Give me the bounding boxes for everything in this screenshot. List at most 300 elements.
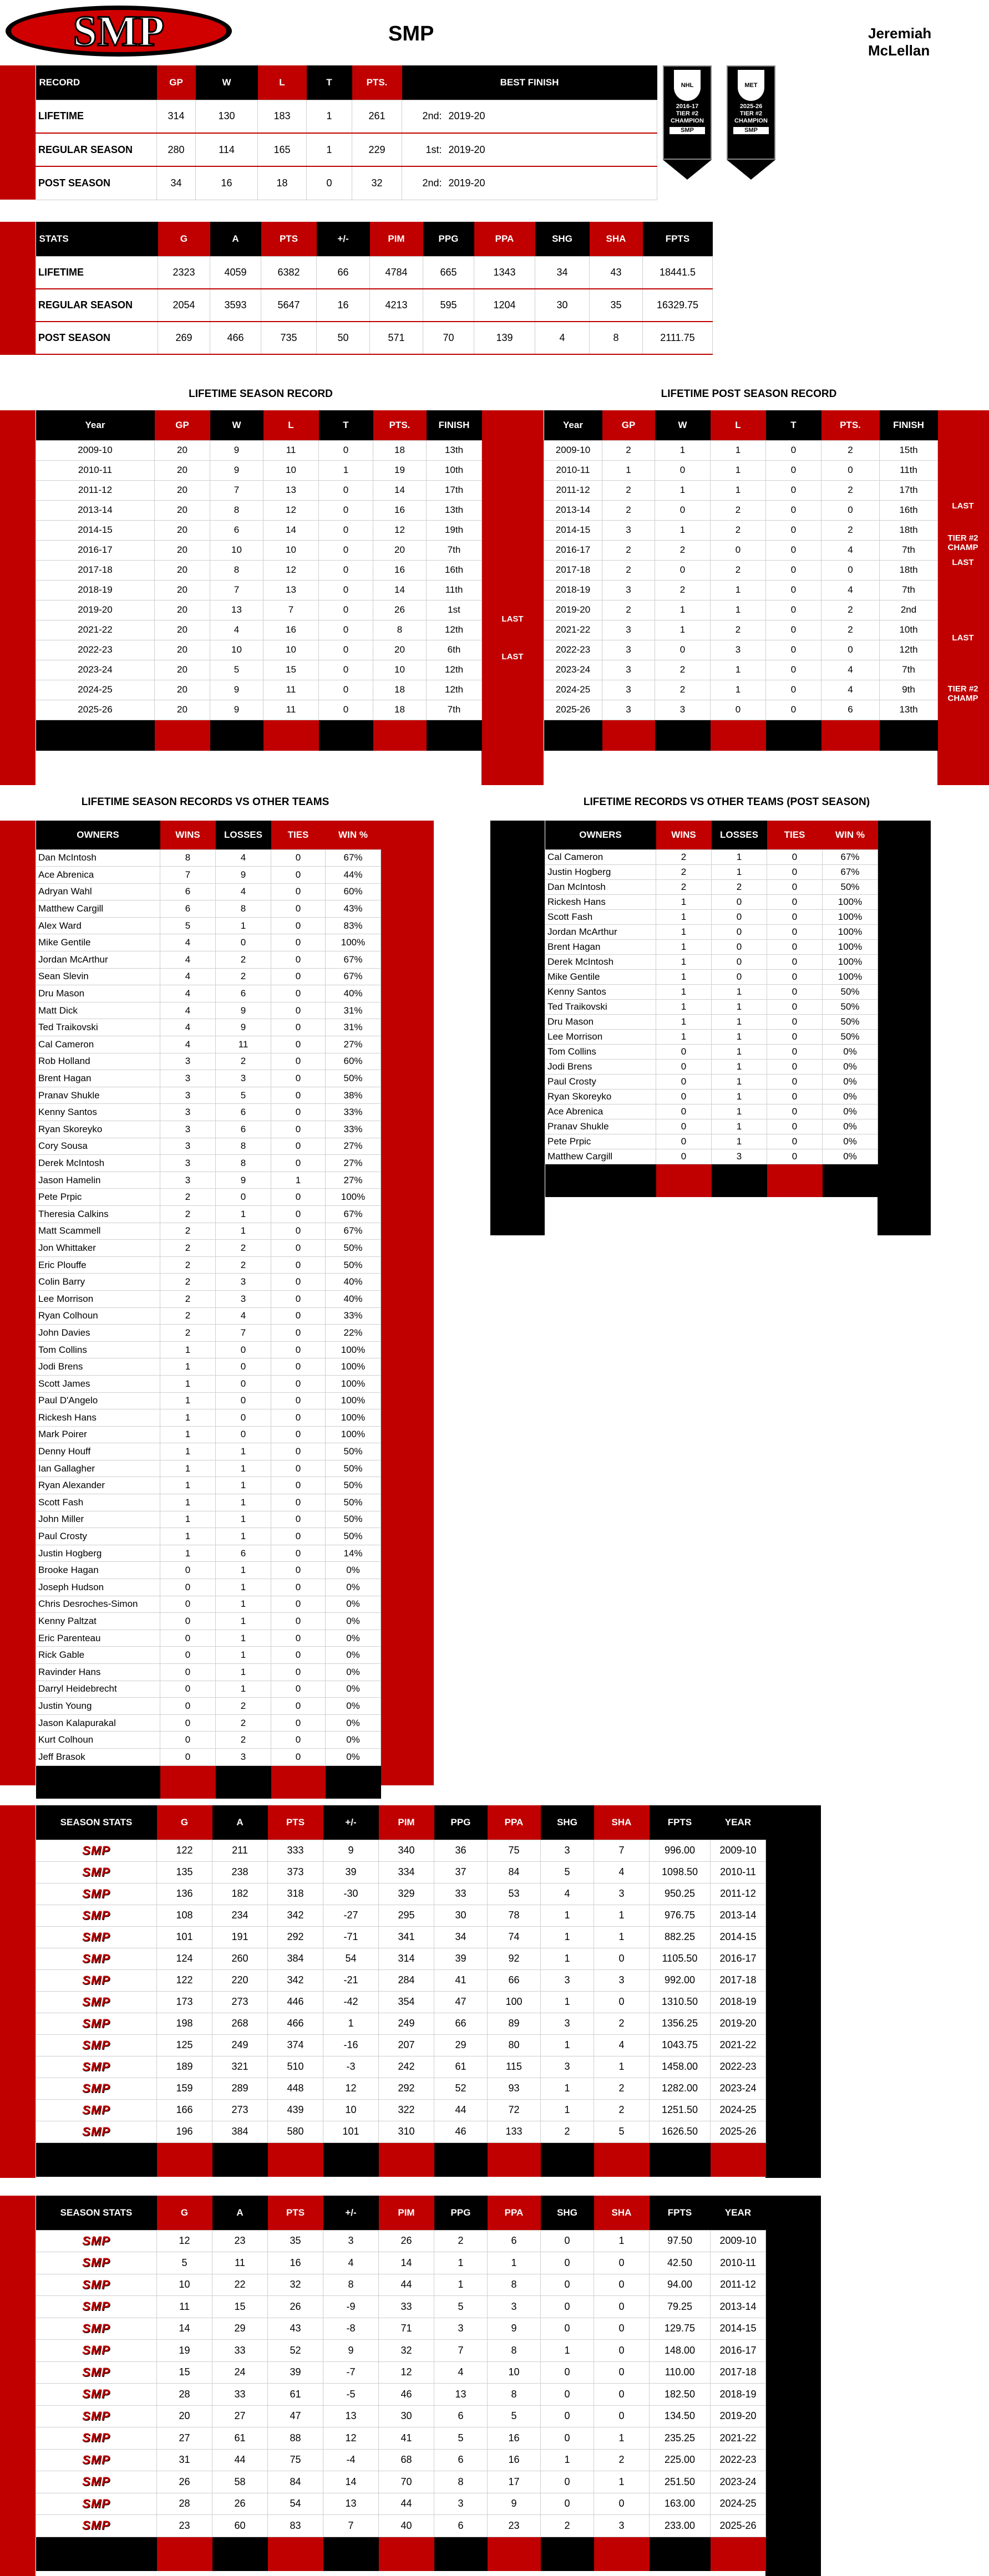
table-cell: 5: [434, 2296, 488, 2318]
table-cell: 50: [317, 322, 370, 354]
table-cell: 13: [263, 580, 319, 600]
table-cell: 6: [216, 1545, 271, 1562]
table-cell: 115: [488, 2056, 541, 2078]
finish-note: LAST: [501, 652, 524, 661]
table-cell: 1310.50: [650, 1991, 711, 2013]
table-cell: Ryan Alexander: [36, 1477, 160, 1494]
table-row: [36, 1087, 381, 1104]
table-row: [36, 540, 482, 560]
table-cell: 3: [160, 1053, 216, 1070]
column-header: W: [655, 410, 711, 440]
table-row: [544, 520, 938, 540]
table-cell: 0: [766, 560, 821, 580]
table-cell: 249: [212, 2034, 268, 2056]
table-cell: -3: [323, 2056, 379, 2078]
table-cell: 0: [821, 500, 880, 520]
table-cell: 16th: [880, 500, 938, 520]
table-cell: 2323: [158, 256, 210, 289]
table-cell: 0%: [823, 1059, 878, 1074]
table-cell: 32: [268, 2274, 323, 2296]
table-cell: 0: [271, 1494, 326, 1511]
table-cell: 2014-15: [711, 2318, 766, 2340]
table-cell: 46: [379, 2384, 434, 2406]
table-cell: 0: [767, 849, 823, 864]
table-cell: 30: [379, 2405, 434, 2427]
table-cell: 50%: [326, 1528, 381, 1545]
table-cell: 2: [541, 2121, 594, 2142]
column-header: OWNERS: [545, 821, 656, 849]
table-cell: 10: [263, 540, 319, 560]
table-cell: 0: [271, 1698, 326, 1715]
table-cell: Scott Fash: [545, 909, 656, 924]
table-cell: 0%: [326, 1562, 381, 1579]
table-cell: 665: [423, 256, 474, 289]
table-cell: 3: [541, 1840, 594, 1861]
table-cell: 1: [160, 1443, 216, 1460]
table-cell: 2019-20: [36, 600, 155, 620]
table-cell: 43: [590, 256, 643, 289]
table-cell: 2022-23: [711, 2449, 766, 2471]
table-cell: 1: [541, 2449, 594, 2471]
table-cell: 3: [594, 2515, 650, 2537]
table-cell: 1: [160, 1409, 216, 1427]
table-cell: 1: [216, 1205, 271, 1223]
table-cell: 0: [766, 520, 821, 540]
table-cell: 2: [216, 968, 271, 985]
table-row: [36, 1002, 381, 1019]
table-cell: 2014-15: [36, 520, 155, 540]
table-cell: 384: [268, 1948, 323, 1969]
table-cell: Mike Gentile: [545, 969, 656, 984]
table-cell: 1: [711, 580, 766, 600]
table-cell: 19: [157, 2340, 212, 2362]
table-cell: 0: [319, 500, 373, 520]
table-cell: Chris Desroches-Simon: [36, 1596, 160, 1613]
table-cell: 4: [160, 951, 216, 969]
table-cell: 1: [541, 2034, 594, 2056]
table-cell: 341: [379, 1926, 434, 1948]
column-header: W: [210, 410, 263, 440]
column-header: SHA: [594, 1805, 650, 1840]
table-cell: 2019-20: [447, 166, 657, 200]
table-cell: 0: [541, 2471, 594, 2493]
table-cell: 1: [656, 954, 712, 969]
smp-team-logo: SMP: [36, 2361, 157, 2384]
table-cell: 5: [488, 2405, 541, 2427]
table-row: [36, 2274, 766, 2296]
table-cell: 0: [271, 1647, 326, 1664]
table-cell: 67%: [326, 849, 381, 867]
table-cell: 2: [594, 2078, 650, 2099]
table-cell: 2: [160, 1189, 216, 1206]
table-cell: 2016-17: [711, 2340, 766, 2362]
table-row: [544, 620, 938, 640]
post-record-title: LIFETIME POST SEASON RECORD: [661, 388, 837, 400]
table-cell: 18th: [880, 520, 938, 540]
table-cell: 0%: [823, 1089, 878, 1104]
table-cell: 8: [488, 2384, 541, 2406]
table-cell: 9: [210, 440, 263, 460]
table-row: [545, 924, 878, 939]
table-cell: 34: [434, 1926, 488, 1948]
table-cell: 54: [268, 2493, 323, 2515]
table-cell: 12: [263, 500, 319, 520]
table-cell: 2011-12: [544, 480, 602, 500]
table-cell: 0: [541, 2427, 594, 2450]
table-cell: 0: [655, 640, 711, 660]
table-cell: Denny Houff: [36, 1443, 160, 1460]
table-cell: 2: [602, 600, 655, 620]
table-cell: 1: [541, 1926, 594, 1948]
table-row: [545, 1134, 878, 1149]
side-bar: [765, 2196, 821, 2576]
table-cell: 0: [271, 1511, 326, 1528]
table-cell: 0: [712, 954, 767, 969]
table-cell: 14: [379, 2252, 434, 2274]
table-cell: 0: [767, 924, 823, 939]
table-cell: 466: [210, 322, 261, 354]
table-cell: 9: [216, 1172, 271, 1189]
table-cell: 19th: [427, 520, 482, 540]
table-cell: 2111.75: [643, 322, 713, 354]
table-cell: 0: [271, 1358, 326, 1376]
table-cell: Lee Morrison: [36, 1290, 160, 1307]
table-cell: 17th: [427, 480, 482, 500]
table-cell: 20: [155, 560, 210, 580]
table-row: [36, 640, 482, 660]
column-header: PTS: [268, 1805, 323, 1840]
table-cell: 40%: [326, 1290, 381, 1307]
table-cell: 0%: [326, 1714, 381, 1732]
table-cell: 233.00: [650, 2515, 711, 2537]
table-cell: 1: [216, 917, 271, 934]
nhl-shield-icon: NHL: [674, 70, 701, 101]
table-cell: 0: [319, 700, 373, 720]
table-cell: 53: [488, 1883, 541, 1905]
table-cell: 466: [268, 2013, 323, 2034]
table-cell: 4: [821, 580, 880, 600]
table-cell: 1: [656, 939, 712, 954]
table-cell: 0: [766, 460, 821, 480]
table-cell: 273: [212, 1991, 268, 2013]
table-cell: 20: [155, 460, 210, 480]
column-header: FPTS: [643, 222, 713, 256]
table-cell: 4: [210, 620, 263, 640]
table-cell: Matt Dick: [36, 1002, 160, 1019]
table-cell: 0: [271, 1036, 326, 1053]
table-cell: 1: [711, 680, 766, 700]
table-row: [36, 1172, 381, 1189]
table-cell: 124: [157, 1948, 212, 1969]
table-cell: 10: [210, 540, 263, 560]
table-cell: 580: [268, 2121, 323, 2142]
table-cell: 13th: [880, 700, 938, 720]
table-cell: 6: [434, 2405, 488, 2427]
table-row: [545, 969, 878, 984]
table-cell: 196: [157, 2121, 212, 2142]
table-cell: 0%: [326, 1630, 381, 1647]
table-cell: 0: [767, 1014, 823, 1029]
table-cell: 18: [373, 680, 427, 700]
table-cell: 10: [263, 460, 319, 480]
table-cell: 16: [196, 166, 258, 200]
table-cell: 0: [271, 1528, 326, 1545]
table-cell: Ace Abrenica: [545, 1104, 656, 1119]
table-cell: 97.50: [650, 2230, 711, 2252]
table-cell: 12th: [427, 620, 482, 640]
side-bar: [765, 1805, 821, 2178]
table-cell: 1282.00: [650, 2078, 711, 2099]
table-row: [36, 520, 482, 540]
table-cell: 0: [160, 1681, 216, 1698]
table-row: [36, 660, 482, 680]
table-cell: 50%: [326, 1070, 381, 1087]
table-cell: 11: [216, 1036, 271, 1053]
table-row: [545, 984, 878, 999]
table-cell: Justin Young: [36, 1698, 160, 1715]
table-cell: 166: [157, 2099, 212, 2121]
table-cell: 2: [160, 1205, 216, 1223]
table-cell: 1: [712, 1119, 767, 1134]
table-row: [36, 1223, 381, 1240]
table-cell: Kenny Santos: [545, 984, 656, 999]
table-cell: 70: [379, 2471, 434, 2493]
table-cell: 1: [216, 1664, 271, 1681]
table-cell: 66: [317, 256, 370, 289]
table-cell: 22%: [326, 1325, 381, 1342]
table-cell: 30: [535, 289, 590, 322]
table-cell: 18: [258, 166, 307, 200]
table-cell: 16329.75: [643, 289, 713, 322]
table-cell: 44: [379, 2274, 434, 2296]
table-row: [36, 1511, 381, 1528]
table-cell: 0: [655, 500, 711, 520]
table-cell: 3: [160, 1070, 216, 1087]
table-cell: 1: [594, 2471, 650, 2493]
table-cell: 8: [160, 849, 216, 867]
table-cell: 4784: [370, 256, 423, 289]
column-header: SHA: [594, 2196, 650, 2230]
table-cell: 44: [379, 2493, 434, 2515]
table-cell: 2: [821, 440, 880, 460]
table-cell: John Davies: [36, 1325, 160, 1342]
table-cell: 2018-19: [711, 1991, 766, 2013]
table-row: [36, 2121, 766, 2142]
table-cell: 0: [319, 480, 373, 500]
table-cell: 0: [594, 2318, 650, 2340]
table-cell: 0: [160, 1664, 216, 1681]
table-cell: 0: [160, 1579, 216, 1596]
smp-team-logo: SMP: [36, 1861, 157, 1883]
table-cell: 84: [268, 2471, 323, 2493]
table-cell: 2: [655, 680, 711, 700]
table-row: [36, 1205, 381, 1223]
table-cell: 0: [271, 968, 326, 985]
table-row: [545, 1014, 878, 1029]
table-cell: 2: [655, 660, 711, 680]
table-cell: 5: [594, 2121, 650, 2142]
table-cell: 13: [263, 480, 319, 500]
column-header: LOSSES: [216, 821, 271, 849]
table-cell: 2: [160, 1256, 216, 1274]
table-cell: 50%: [326, 1256, 381, 1274]
table-cell: 0: [271, 934, 326, 951]
table-cell: 2021-22: [36, 620, 155, 640]
table-cell: 0: [766, 440, 821, 460]
table-cell: 1: [160, 1528, 216, 1545]
table-cell: 0: [541, 2296, 594, 2318]
vs-post-title: LIFETIME RECORDS VS OTHER TEAMS (POST SEASON): [583, 796, 870, 808]
table-row: [36, 1307, 381, 1325]
table-row: [36, 2296, 766, 2318]
table-cell: 10: [488, 2361, 541, 2384]
table-cell: 0: [821, 640, 880, 660]
column-header: T: [319, 410, 373, 440]
table-cell: 0: [766, 620, 821, 640]
table-row: [36, 849, 381, 867]
table-cell: 0%: [326, 1732, 381, 1749]
table-row: [36, 1240, 381, 1257]
table-row: [36, 1579, 381, 1596]
smp-team-logo: SMP: [36, 2384, 157, 2406]
table-cell: 4: [821, 660, 880, 680]
table-cell: 10: [157, 2274, 212, 2296]
table-row: [36, 460, 482, 480]
table-cell: 2019-20: [711, 2013, 766, 2034]
table-cell: 2017-18: [544, 560, 602, 580]
table-cell: 50%: [823, 984, 878, 999]
table-row: [36, 1460, 381, 1477]
table-cell: 0: [271, 1426, 326, 1443]
table-cell: 0: [271, 1375, 326, 1392]
table-cell: 0: [767, 1089, 823, 1104]
column-header: A: [210, 222, 261, 256]
table-cell: 16: [263, 620, 319, 640]
table-cell: 16th: [427, 560, 482, 580]
table-cell: 35: [590, 289, 643, 322]
table-cell: Brooke Hagan: [36, 1562, 160, 1579]
table-cell: 2: [821, 520, 880, 540]
table-cell: 310: [379, 2121, 434, 2142]
table-row: [545, 1119, 878, 1134]
table-cell: 1343: [474, 256, 535, 289]
table-cell: 0: [160, 1613, 216, 1630]
table-cell: 3: [216, 1274, 271, 1291]
table-cell: 1: [216, 1647, 271, 1664]
column-header: WINS: [656, 821, 712, 849]
table-cell: Paul Crosty: [36, 1528, 160, 1545]
table-cell: 1: [655, 600, 711, 620]
column-header: SHA: [590, 222, 643, 256]
table-cell: 0: [271, 1681, 326, 1698]
table-cell: 2014-15: [711, 1926, 766, 1948]
table-cell: 0: [541, 2252, 594, 2274]
table-cell: 0: [160, 1596, 216, 1613]
table-cell: 0: [712, 924, 767, 939]
table-cell: 3: [541, 2056, 594, 2078]
owner-name: Jeremiah McLellan: [868, 25, 932, 59]
column-header: PTS: [268, 2196, 323, 2230]
table-cell: 9: [210, 680, 263, 700]
table-cell: 32: [379, 2340, 434, 2362]
table-cell: 13: [434, 2384, 488, 2406]
table-cell: 1: [216, 1613, 271, 1630]
table-cell: 12: [379, 2361, 434, 2384]
table-row: [36, 480, 482, 500]
table-row: [36, 133, 657, 166]
table-cell: 0: [271, 849, 326, 867]
table-cell: 322: [379, 2099, 434, 2121]
table-cell: 1043.75: [650, 2034, 711, 2056]
table-cell: 0: [271, 1053, 326, 1070]
table-cell: 3: [655, 700, 711, 720]
table-cell: 29: [212, 2318, 268, 2340]
table-cell: Cal Cameron: [36, 1036, 160, 1053]
table-cell: 2nd:: [402, 166, 447, 200]
season-record-table: [35, 410, 482, 751]
table-cell: 2013-14: [544, 500, 602, 520]
table-cell: 1: [602, 460, 655, 480]
table-row: [544, 480, 938, 500]
table-cell: 10: [323, 2099, 379, 2121]
side-bar: [0, 2196, 35, 2576]
column-header: TIES: [271, 821, 326, 849]
table-cell: 78: [488, 1905, 541, 1926]
column-header: FPTS: [650, 2196, 711, 2230]
table-row: [36, 1053, 381, 1070]
table-cell: 3: [434, 2493, 488, 2515]
table-cell: 0: [767, 879, 823, 894]
table-cell: 2nd:: [402, 100, 447, 133]
table-row: [36, 2471, 766, 2493]
table-cell: 1: [711, 440, 766, 460]
table-cell: 13th: [427, 500, 482, 520]
column-header: PTS.: [373, 410, 427, 440]
table-cell: John Miller: [36, 1511, 160, 1528]
table-row: [36, 934, 381, 951]
table-row: [36, 2493, 766, 2515]
table-cell: 2009-10: [711, 1840, 766, 1861]
table-cell: 0: [271, 1189, 326, 1206]
table-cell: 50%: [326, 1494, 381, 1511]
championship-banner-2025-26: MET 2025-26 TIER #2 CHAMPION SMP: [727, 65, 775, 181]
table-cell: 0: [216, 1426, 271, 1443]
table-cell: 0: [271, 1121, 326, 1138]
table-cell: 0: [712, 939, 767, 954]
table-cell: 2: [541, 2515, 594, 2537]
table-row: [545, 849, 878, 864]
table-cell: 0: [655, 460, 711, 480]
table-cell: Matthew Cargill: [545, 1149, 656, 1164]
table-cell: 2017-18: [711, 2361, 766, 2384]
table-cell: 0: [594, 2384, 650, 2406]
table-row: [36, 1596, 381, 1613]
table-cell: 2: [656, 849, 712, 864]
table-cell: 9: [216, 1019, 271, 1036]
table-cell: 0: [656, 1074, 712, 1089]
table-row: [36, 1036, 381, 1053]
table-cell: 1: [160, 1375, 216, 1392]
table-cell: 0: [271, 1138, 326, 1155]
table-cell: 4: [535, 322, 590, 354]
table-cell: 100%: [823, 909, 878, 924]
table-cell: Jodi Brens: [545, 1059, 656, 1074]
table-cell: 342: [268, 1905, 323, 1926]
table-row: [36, 580, 482, 600]
table-cell: 0: [594, 1991, 650, 2013]
table-cell: 3: [216, 1748, 271, 1765]
table-cell: 2025-26: [36, 700, 155, 720]
